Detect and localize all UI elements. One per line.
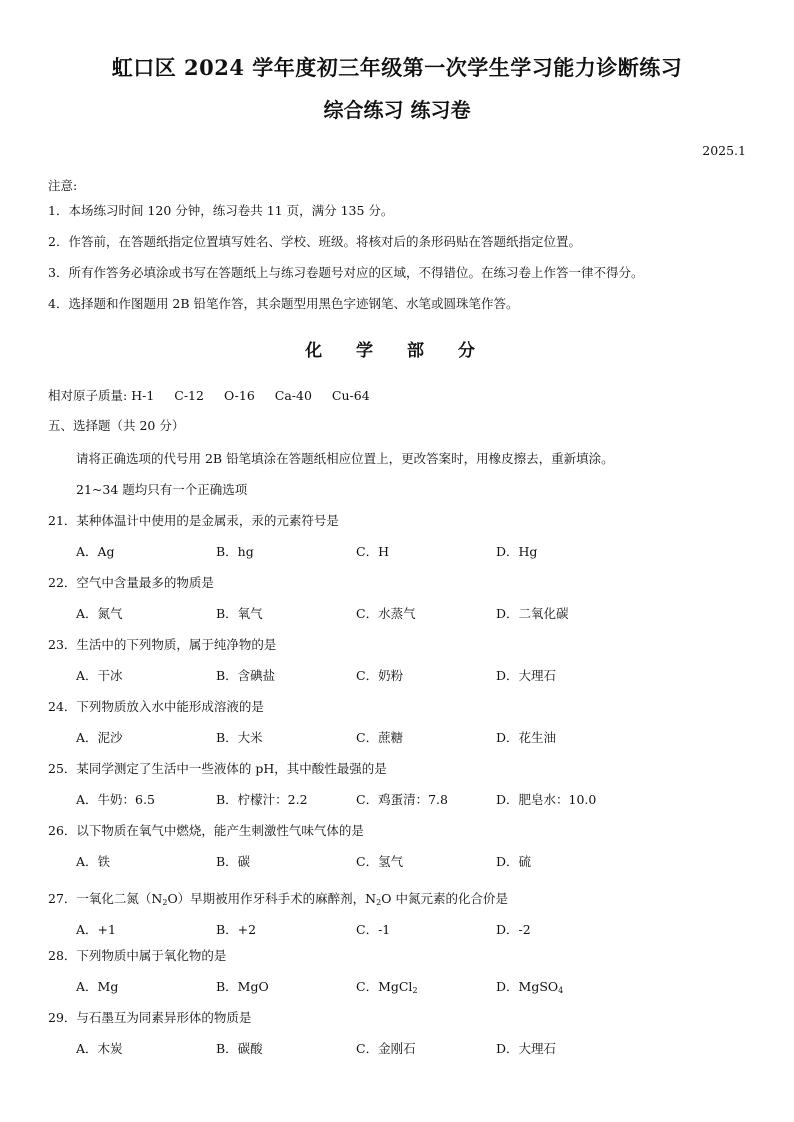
option-a: A．干冰	[76, 668, 123, 683]
option-a: A．牛奶：6.5	[76, 792, 155, 807]
option-c: C．H	[356, 544, 389, 559]
option-b: B．+2	[216, 922, 257, 937]
atomic-mass: Ca-40	[274, 388, 312, 403]
question-stem: 25．某同学测定了生活中一些液体的 pH，其中酸性最强的是	[48, 761, 387, 776]
question-stem: 28．下列物质中属于氧化物的是	[48, 948, 227, 963]
atomic-mass: C-12	[174, 388, 204, 403]
subscript: 4	[558, 986, 564, 995]
note-item: 1．本场练习时间 120 分钟，练习卷共 11 页，满分 135 分。	[48, 203, 394, 218]
atomic-mass: Cu-64	[331, 388, 370, 403]
option-b: B．MgO	[216, 979, 269, 994]
option-c: C．奶粉	[356, 668, 404, 683]
option-a: A．铁	[76, 854, 111, 869]
question-stem: 23．生活中的下列物质，属于纯净物的是	[48, 637, 277, 652]
option-a: A．氮气	[76, 606, 123, 621]
option-d: D．肥皂水：10.0	[496, 792, 597, 807]
atomic-masses-label: 相对原子质量:	[48, 388, 128, 403]
stem-text: O 中氮元素的化合价是	[381, 891, 508, 906]
option-a: A．泥沙	[76, 730, 123, 745]
part-heading: 五、选择题（共 20 分）	[48, 418, 185, 433]
section-title	[0, 336, 794, 361]
note-item: 2．作答前，在答题纸指定位置填写姓名、学校、班级。将核对后的条形码贴在答题纸指定位置。	[48, 234, 581, 249]
option-c	[356, 977, 418, 995]
option-b: B．碳	[216, 854, 251, 869]
option-c: C．氢气	[356, 854, 404, 869]
option-d: D．Hg	[496, 544, 538, 559]
option-d: D．花生油	[496, 730, 557, 745]
option-d: D．硫	[496, 854, 532, 869]
stem-text: O）早期被用作牙科手术的麻醉剂，N	[167, 891, 377, 906]
option-d: D．大理石	[496, 1041, 557, 1056]
subscript: 2	[376, 898, 382, 907]
section-title-text: 化 学 部 分	[305, 341, 489, 361]
option-c: C．鸡蛋清：7.8	[356, 792, 448, 807]
exam-subtitle: 综合练习 练习卷	[323, 98, 471, 122]
atomic-masses	[48, 386, 386, 404]
option-d	[496, 977, 563, 995]
exam-title: 虹口区 2024 学年度初三年级第一次学生学习能力诊断练习	[111, 55, 683, 80]
atomic-mass: O-16	[223, 388, 255, 403]
subscript: 2	[412, 986, 418, 995]
option-text: C．MgCl	[356, 979, 413, 994]
option-c: C．蔗糖	[356, 730, 404, 745]
exam-date: 2025.1	[702, 143, 746, 158]
option-a: A．+1	[76, 922, 116, 937]
atomic-mass: H-1	[131, 388, 155, 403]
question-stem: 22．空气中含量最多的物质是	[48, 575, 214, 590]
question-stem	[48, 889, 508, 907]
stem-text: 27．一氧化二氮（N	[48, 891, 163, 906]
option-a: A．Mg	[76, 979, 119, 994]
option-a: A．木炭	[76, 1041, 123, 1056]
part-sub-instruction: 21~34 题均只有一个正确选项	[76, 482, 248, 497]
option-b: B．柠檬汁：2.2	[216, 792, 308, 807]
question-stem: 26．以下物质在氧气中燃烧，能产生刺激性气味气体的是	[48, 823, 364, 838]
option-c: C．-1	[356, 922, 391, 937]
option-c: C．金刚石	[356, 1041, 416, 1056]
option-d: D．大理石	[496, 668, 557, 683]
option-b: B．碳酸	[216, 1041, 263, 1056]
part-instruction: 请将正确选项的代号用 2B 铅笔填涂在答题纸相应位置上，更改答案时，用橡皮擦去，重新填涂。	[76, 451, 614, 466]
option-c: C．水蒸气	[356, 606, 416, 621]
notes-heading: 注意:	[48, 178, 78, 193]
option-text: D．MgSO	[496, 979, 559, 994]
note-item: 4．选择题和作图题用 2B 铅笔作答，其余题型用黑色字迹钢笔、水笔或圆珠笔作答。	[48, 296, 519, 311]
note-item: 3．所有作答务必填涂或书写在答题纸上与练习卷题号对应的区域，不得错位。在练习卷上作答一律不得分。	[48, 265, 644, 280]
subscript: 2	[162, 898, 168, 907]
question-stem: 21．某种体温计中使用的是金属汞，汞的元素符号是	[48, 513, 339, 528]
question-stem: 24．下列物质放入水中能形成溶液的是	[48, 699, 264, 714]
option-a: A．Ag	[76, 544, 115, 559]
option-b: B．大米	[216, 730, 263, 745]
option-d: D．二氧化碳	[496, 606, 569, 621]
question-stem: 29．与石墨互为同素异形体的物质是	[48, 1010, 252, 1025]
option-b: B．氧气	[216, 606, 263, 621]
option-b: B．含碘盐	[216, 668, 276, 683]
option-d: D．-2	[496, 922, 531, 937]
option-b: B．hg	[216, 544, 254, 559]
